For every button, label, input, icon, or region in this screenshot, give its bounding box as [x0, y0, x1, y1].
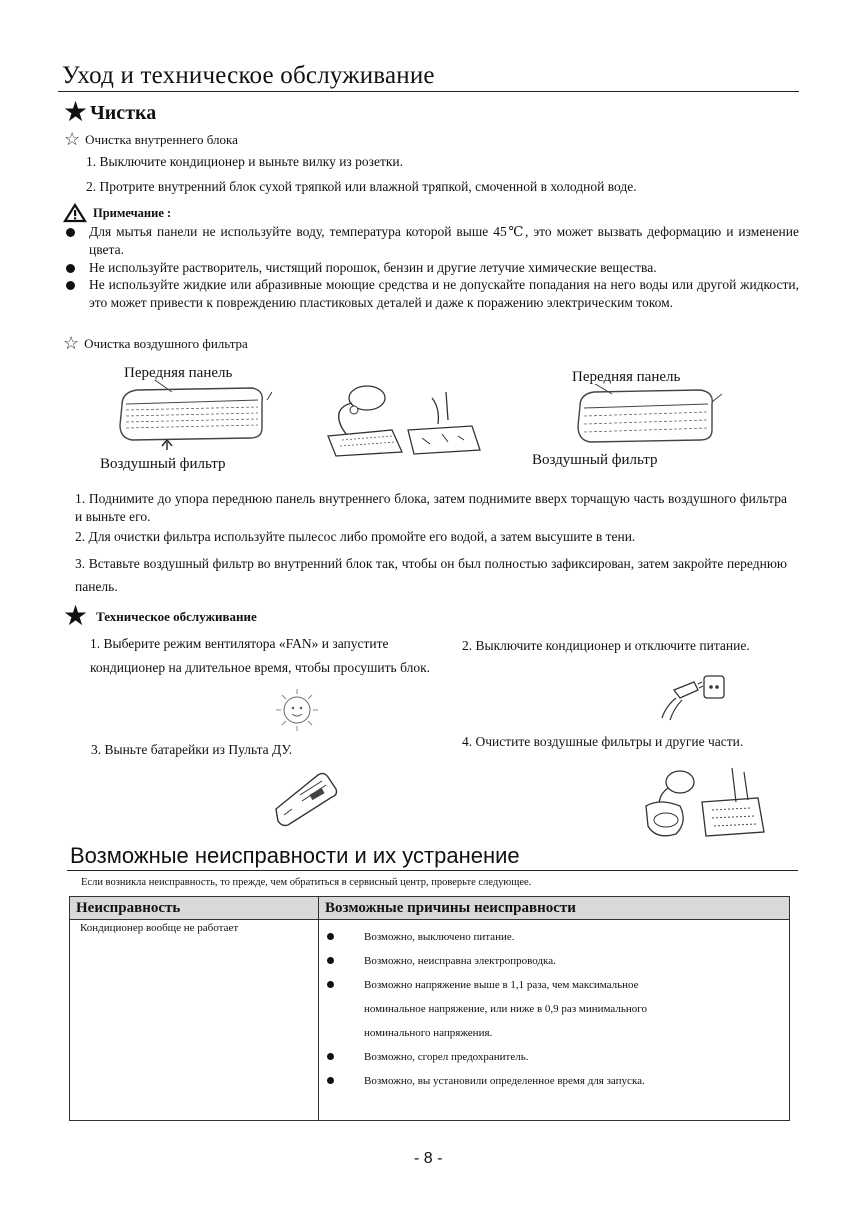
note-heading — [63, 203, 171, 223]
cause-item — [327, 949, 783, 973]
plug-illustration — [652, 668, 732, 724]
vacuum-and-washing-illustration — [322, 378, 482, 458]
filter-step-1: 1. Поднимите до упора переднюю панель внутреннего блока, затем поднимите вверх торчащую часть воздушного фильтра и выньте его. — [75, 491, 787, 524]
cause-text: Возможно, выключено питание. — [364, 931, 515, 943]
problem-cell: Кондиционер вообще не работает — [70, 920, 319, 1121]
warning-icon — [63, 203, 87, 223]
maintenance-heading — [63, 603, 257, 631]
title-rule — [67, 870, 798, 871]
maintenance-heading-text: Техническое обслуживание — [96, 609, 257, 624]
troubleshooting-table — [69, 896, 790, 1121]
filter-step-2: 2. Для очистки фильтра используйте пылесос либо промойте его водой, а затем высушите в тени. — [75, 529, 636, 544]
cleaning-heading — [63, 99, 156, 127]
column-header-problem: Неисправность — [70, 897, 319, 920]
note-1: Для мытья панели не используйте воду, температура которой выше 45℃, это может вызвать деформацию и изменение цвета. — [89, 224, 799, 257]
note-2: Не используйте растворитель, чистящий порошок, бензин и другие летучие химические вещества. — [89, 260, 657, 275]
star-filled-icon: ★ — [63, 601, 89, 632]
remote-control-illustration — [270, 765, 342, 829]
table-row — [70, 920, 790, 1121]
front-panel-label-left: Передняя панель — [124, 365, 233, 381]
filter-heading — [63, 334, 248, 352]
cause-text: Возможно, неисправна электропроводка. — [364, 955, 556, 967]
note-3: Не используйте жидкие или абразивные моющие средства и не допускайте попадания на него воды или другой жидкости, это может привести к повреждению пластиковых деталей и даже к поражению электрическим током. — [89, 277, 799, 310]
bullet-icon — [66, 281, 75, 290]
maintenance-step-2: 2. Выключите кондиционер и отключите питание. — [462, 638, 750, 653]
section-title-care: Уход и техническое обслуживание — [62, 62, 435, 89]
cause-item — [327, 925, 783, 949]
cause-text: Возможно, сгорел предохранитель. — [364, 1051, 529, 1063]
indoor-heading — [64, 130, 238, 148]
causes-cell — [319, 920, 790, 1121]
title-rule — [58, 91, 799, 92]
front-panel-label-right: Передняя панель — [572, 369, 681, 385]
indoor-unit-illustration-left — [112, 380, 272, 450]
air-filter-label-right: Воздушный фильтр — [532, 452, 658, 468]
indoor-unit-illustration-right — [572, 384, 722, 454]
bullet-icon — [327, 1077, 334, 1084]
bullet-icon — [66, 228, 75, 237]
cause-item — [327, 973, 664, 1045]
star-outline-icon: ☆ — [64, 129, 81, 149]
indoor-step-1: 1. Выключите кондиционер и выньте вилку из розетки. — [86, 154, 404, 169]
page-number: - 8 - — [414, 1150, 443, 1167]
bullet-icon — [66, 264, 75, 273]
bullet-icon — [327, 933, 334, 940]
bullet-icon — [327, 957, 334, 964]
cleaning-parts-illustration — [640, 762, 770, 842]
maintenance-step-1: 1. Выберите режим вентилятора «FAN» и запустите кондиционер на длительное время, чтобы просушить блок. — [90, 636, 431, 675]
table-header-row — [70, 897, 790, 920]
maintenance-step-3: 3. Выньте батарейки из Пульта ДУ. — [91, 742, 293, 757]
cause-item — [327, 1045, 783, 1069]
sun-illustration — [268, 685, 326, 735]
star-outline-icon: ☆ — [63, 333, 80, 353]
cause-text: Возможно, вы установили определенное время для запуска. — [364, 1075, 645, 1087]
filter-heading-text: Очистка воздушного фильтра — [84, 335, 248, 351]
indoor-heading-text: Очистка внутреннего блока — [85, 131, 238, 147]
section-title-troubleshooting: Возможные неисправности и их устранение — [70, 843, 520, 868]
indoor-step-2: 2. Протрите внутренний блок сухой тряпкой или влажной тряпкой, смоченной в холодной воде. — [86, 179, 637, 194]
column-header-causes: Возможные причины неисправности — [319, 897, 790, 920]
bullet-icon — [327, 1053, 334, 1060]
maintenance-step-4: 4. Очистите воздушные фильтры и другие части. — [462, 734, 744, 749]
cleaning-heading-text: Чистка — [90, 101, 157, 124]
air-filter-label-left: Воздушный фильтр — [100, 456, 226, 472]
cause-item — [327, 1069, 664, 1093]
troubleshooting-intro: Если возникла неисправность, то прежде, чем обратиться в сервисный центр, проверьте следующее. — [81, 877, 532, 888]
star-filled-icon: ★ — [63, 97, 89, 128]
filter-step-3: 3. Вставьте воздушный фильтр во внутренний блок так, чтобы он был полностью зафиксирован, затем закройте переднюю панель. — [75, 556, 787, 594]
cause-text: Возможно напряжение выше в 1,1 раза, чем максимальное номинальное напряжение, или ниже в 0,9 раз минимального номинального напряжения. — [364, 979, 648, 1039]
note-label: Примечание : — [93, 205, 172, 220]
bullet-icon — [327, 981, 334, 988]
